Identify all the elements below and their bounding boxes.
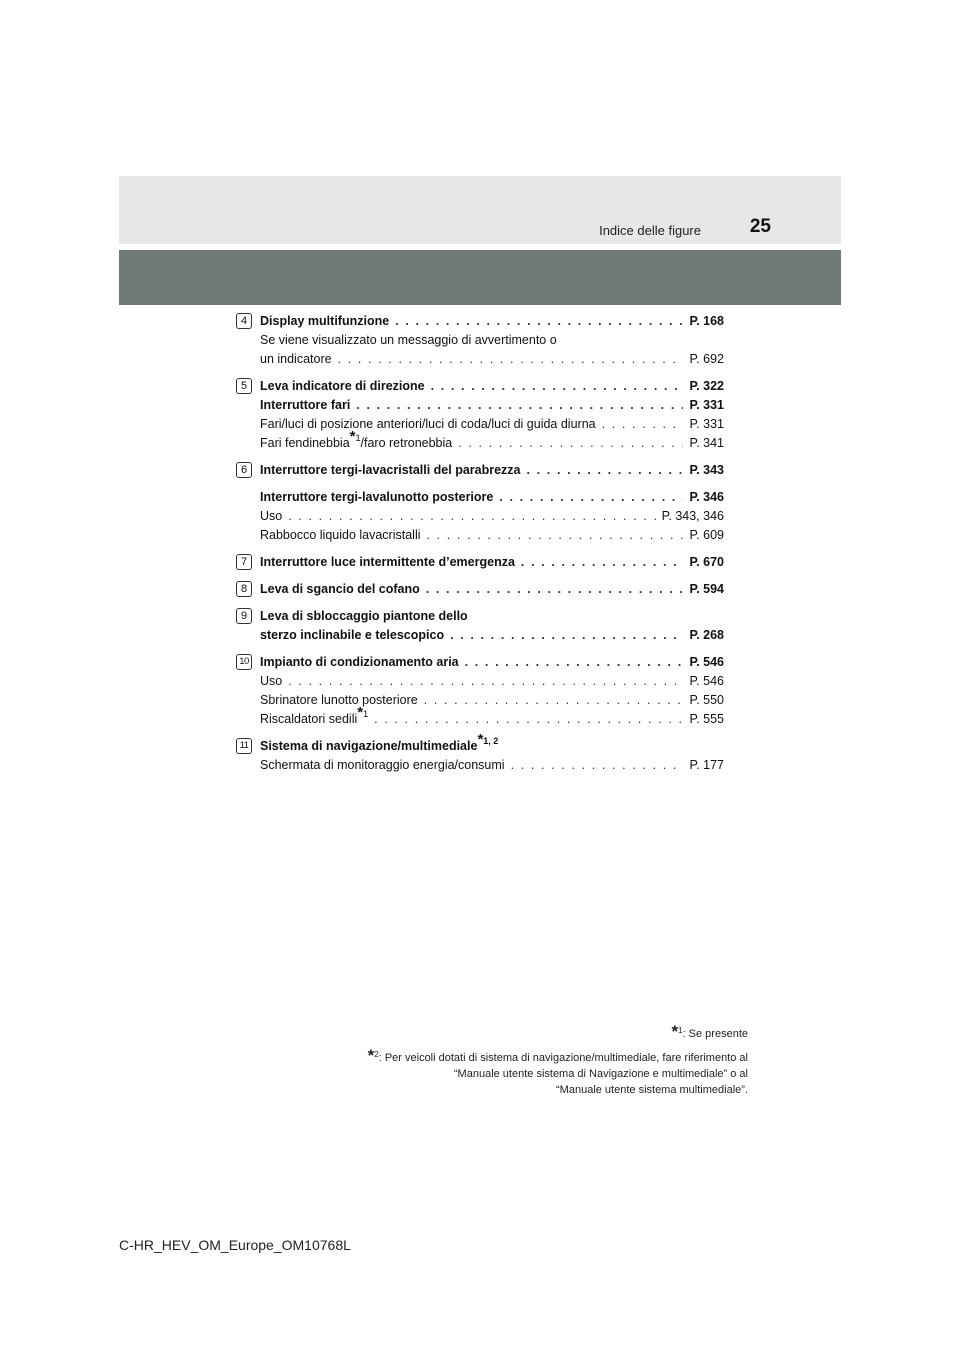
index-entry[interactable]	[260, 672, 724, 691]
callout-number-badge: 7	[236, 554, 252, 570]
leader-dots	[499, 488, 683, 507]
leader-dots	[521, 553, 684, 572]
index-entry[interactable]	[260, 704, 724, 729]
footnote-line	[368, 1048, 748, 1066]
leader-dots	[426, 580, 684, 599]
index-group	[236, 607, 724, 645]
footnote-reference	[477, 731, 499, 748]
entry-text: Interruttore luce intermittente d’emergenza	[260, 555, 515, 569]
footnote-reference	[357, 704, 369, 721]
page-reference[interactable]: P. 343, 346	[661, 509, 724, 523]
leader-dots	[356, 396, 683, 415]
footnotes	[368, 1024, 748, 1104]
footnote-text: : Per veicoli dotati di sistema di navigazione/multimediale, fare riferimento al	[378, 1052, 748, 1064]
entry-label	[260, 312, 389, 331]
leader-dots	[374, 710, 683, 729]
entry-text: Sbrinatore lunotto posteriore	[260, 693, 418, 707]
entry-label	[260, 488, 493, 507]
page-reference[interactable]: P. 555	[689, 712, 724, 726]
entry-label	[260, 731, 499, 753]
entry-text: Rabbocco liquido lavacristalli	[260, 528, 421, 542]
index-group	[236, 377, 724, 453]
entry-text: Leva indicatore di direzione	[260, 379, 425, 393]
leader-dots	[427, 526, 684, 545]
asterisk-icon: *	[349, 428, 356, 445]
leader-dots	[458, 434, 683, 453]
entry-text: Uso	[260, 509, 283, 523]
entry-text: Se viene visualizzato un messaggio di avvertimento o	[260, 333, 557, 347]
entry-label	[260, 691, 418, 710]
footnote-text: “Manuale utente sistema di Navigazione e multimediale” o al	[453, 1068, 748, 1080]
page-reference[interactable]: P. 331	[689, 417, 724, 431]
entry-text: Uso	[260, 674, 283, 688]
entry-label	[260, 461, 521, 480]
index-entry[interactable]	[260, 461, 724, 480]
leader-dots	[602, 415, 684, 434]
leader-dots	[431, 377, 684, 396]
footnote-text: : Se presente	[682, 1028, 748, 1040]
page-reference[interactable]: P. 177	[689, 758, 724, 772]
entry-label	[260, 672, 282, 691]
entry-text: Leva di sbloccaggio piantone dello	[260, 609, 468, 623]
index-entry[interactable]	[260, 428, 724, 453]
callout-number-badge: 11	[236, 738, 252, 754]
page-reference[interactable]: P. 594	[689, 582, 724, 596]
entry-text: Interruttore fari	[260, 398, 351, 412]
index-entry[interactable]	[260, 312, 724, 331]
entry-text-suffix: /faro retronebbia	[360, 436, 453, 450]
footnote-line	[368, 1024, 748, 1042]
page-reference[interactable]: P. 268	[689, 628, 724, 642]
entry-label	[260, 333, 557, 347]
index-entry[interactable]	[260, 756, 724, 775]
entry-label	[260, 609, 468, 623]
page-reference[interactable]: P. 546	[689, 674, 724, 688]
leader-dots	[288, 507, 655, 526]
leader-dots	[511, 756, 684, 775]
callout-number-badge: 8	[236, 581, 252, 597]
entry-label	[260, 507, 282, 526]
index-group	[236, 653, 724, 729]
entry-text: Display multifunzione	[260, 314, 390, 328]
index-entry[interactable]	[260, 396, 724, 415]
index-entry[interactable]	[260, 607, 724, 626]
footnote-text: “Manuale utente sistema multimediale”.	[556, 1084, 748, 1096]
footnote-number: 1	[363, 709, 369, 719]
index-entry[interactable]	[260, 626, 724, 645]
footnote-number: 1	[678, 1026, 683, 1035]
entry-label	[260, 580, 420, 599]
page-reference[interactable]: P. 341	[689, 436, 724, 450]
page-reference[interactable]: P. 670	[689, 555, 724, 569]
index-entry[interactable]	[260, 553, 724, 572]
leader-dots	[527, 461, 684, 480]
callout-number-badge: 6	[236, 462, 252, 478]
entry-text: Interruttore tergi-lavacristalli del parabrezza	[260, 463, 521, 477]
entry-label	[260, 553, 515, 572]
page-reference[interactable]: P. 609	[689, 528, 724, 542]
footnote-line	[368, 1082, 748, 1098]
index-entry[interactable]	[260, 415, 724, 434]
page-number: 25	[749, 216, 771, 237]
asterisk-icon: *	[367, 1046, 375, 1065]
entry-label	[260, 626, 444, 645]
page-reference[interactable]: P. 346	[689, 490, 724, 504]
leader-dots	[424, 691, 684, 710]
footnote	[368, 1048, 748, 1098]
page-reference[interactable]: P. 546	[689, 655, 724, 669]
asterisk-icon: *	[357, 704, 364, 721]
footnote-number: 1	[355, 433, 361, 443]
footnote	[368, 1024, 748, 1042]
index-entry[interactable]	[260, 350, 724, 369]
footnote-number: 2	[374, 1050, 379, 1059]
footnote-line	[368, 1066, 748, 1082]
callout-number-badge: 9	[236, 608, 252, 624]
index-group	[236, 461, 724, 545]
entry-label	[260, 428, 453, 453]
page-reference[interactable]: P. 343	[689, 463, 724, 477]
header-band	[119, 250, 841, 305]
asterisk-icon: *	[671, 1022, 679, 1041]
callout-number-badge: 10	[236, 654, 252, 670]
entry-text: Schermata di monitoraggio energia/consumi	[260, 758, 505, 772]
index-entry[interactable]	[260, 691, 724, 710]
page-reference[interactable]: P. 550	[689, 693, 724, 707]
page-reference[interactable]: P. 322	[689, 379, 724, 393]
entry-label	[260, 526, 421, 545]
leader-dots	[338, 350, 684, 369]
document-id: C-HR_HEV_OM_Europe_OM10768L	[119, 1237, 351, 1253]
index-entry[interactable]	[260, 331, 724, 350]
entry-text: Sistema di navigazione/multimediale	[260, 739, 478, 753]
entry-label	[260, 377, 425, 396]
entry-text: Fari/luci di posizione anteriori/luci di coda/luci di guida diurna	[260, 417, 596, 431]
footnote-number: 1, 2	[483, 736, 499, 746]
entry-text: sterzo inclinabile e telescopico	[260, 628, 445, 642]
index-entry[interactable]	[260, 653, 724, 672]
leader-dots	[288, 672, 683, 691]
entry-label	[260, 756, 505, 775]
index-group	[236, 731, 724, 775]
entry-label	[260, 653, 459, 672]
section-title: Indice delle figure	[599, 223, 701, 238]
entry-label	[260, 396, 350, 415]
page-reference[interactable]: P. 168	[689, 314, 724, 328]
asterisk-icon: *	[477, 731, 484, 748]
index-group	[236, 312, 724, 369]
index-group	[236, 580, 724, 599]
callout-number-badge: 5	[236, 378, 252, 394]
entry-text: Riscaldatori sedili	[260, 712, 358, 726]
index-entry[interactable]	[260, 526, 724, 545]
entry-label	[260, 415, 596, 434]
entry-text: Fari fendinebbia	[260, 436, 350, 450]
entry-text: un indicatore	[260, 352, 332, 366]
callout-number-badge: 4	[236, 313, 252, 329]
index-entry[interactable]	[260, 507, 724, 526]
index-entry[interactable]	[260, 488, 724, 507]
index-entry[interactable]	[260, 377, 724, 396]
entry-text: Leva di sgancio del cofano	[260, 582, 420, 596]
page-reference[interactable]: P. 331	[689, 398, 724, 412]
index-entry[interactable]	[260, 580, 724, 599]
entry-text: Impianto di condizionamento aria	[260, 655, 459, 669]
entry-text: Interruttore tergi-lavalunotto posteriore	[260, 490, 494, 504]
entry-label	[260, 350, 332, 369]
index-entry[interactable]	[260, 731, 724, 756]
page-reference[interactable]: P. 692	[689, 352, 724, 366]
footnote-reference	[349, 428, 361, 445]
leader-dots	[465, 653, 684, 672]
figure-index-list	[236, 312, 724, 775]
leader-dots	[450, 626, 683, 645]
entry-label	[260, 704, 369, 729]
index-group	[236, 553, 724, 572]
page-header	[119, 176, 841, 244]
leader-dots	[395, 312, 683, 331]
